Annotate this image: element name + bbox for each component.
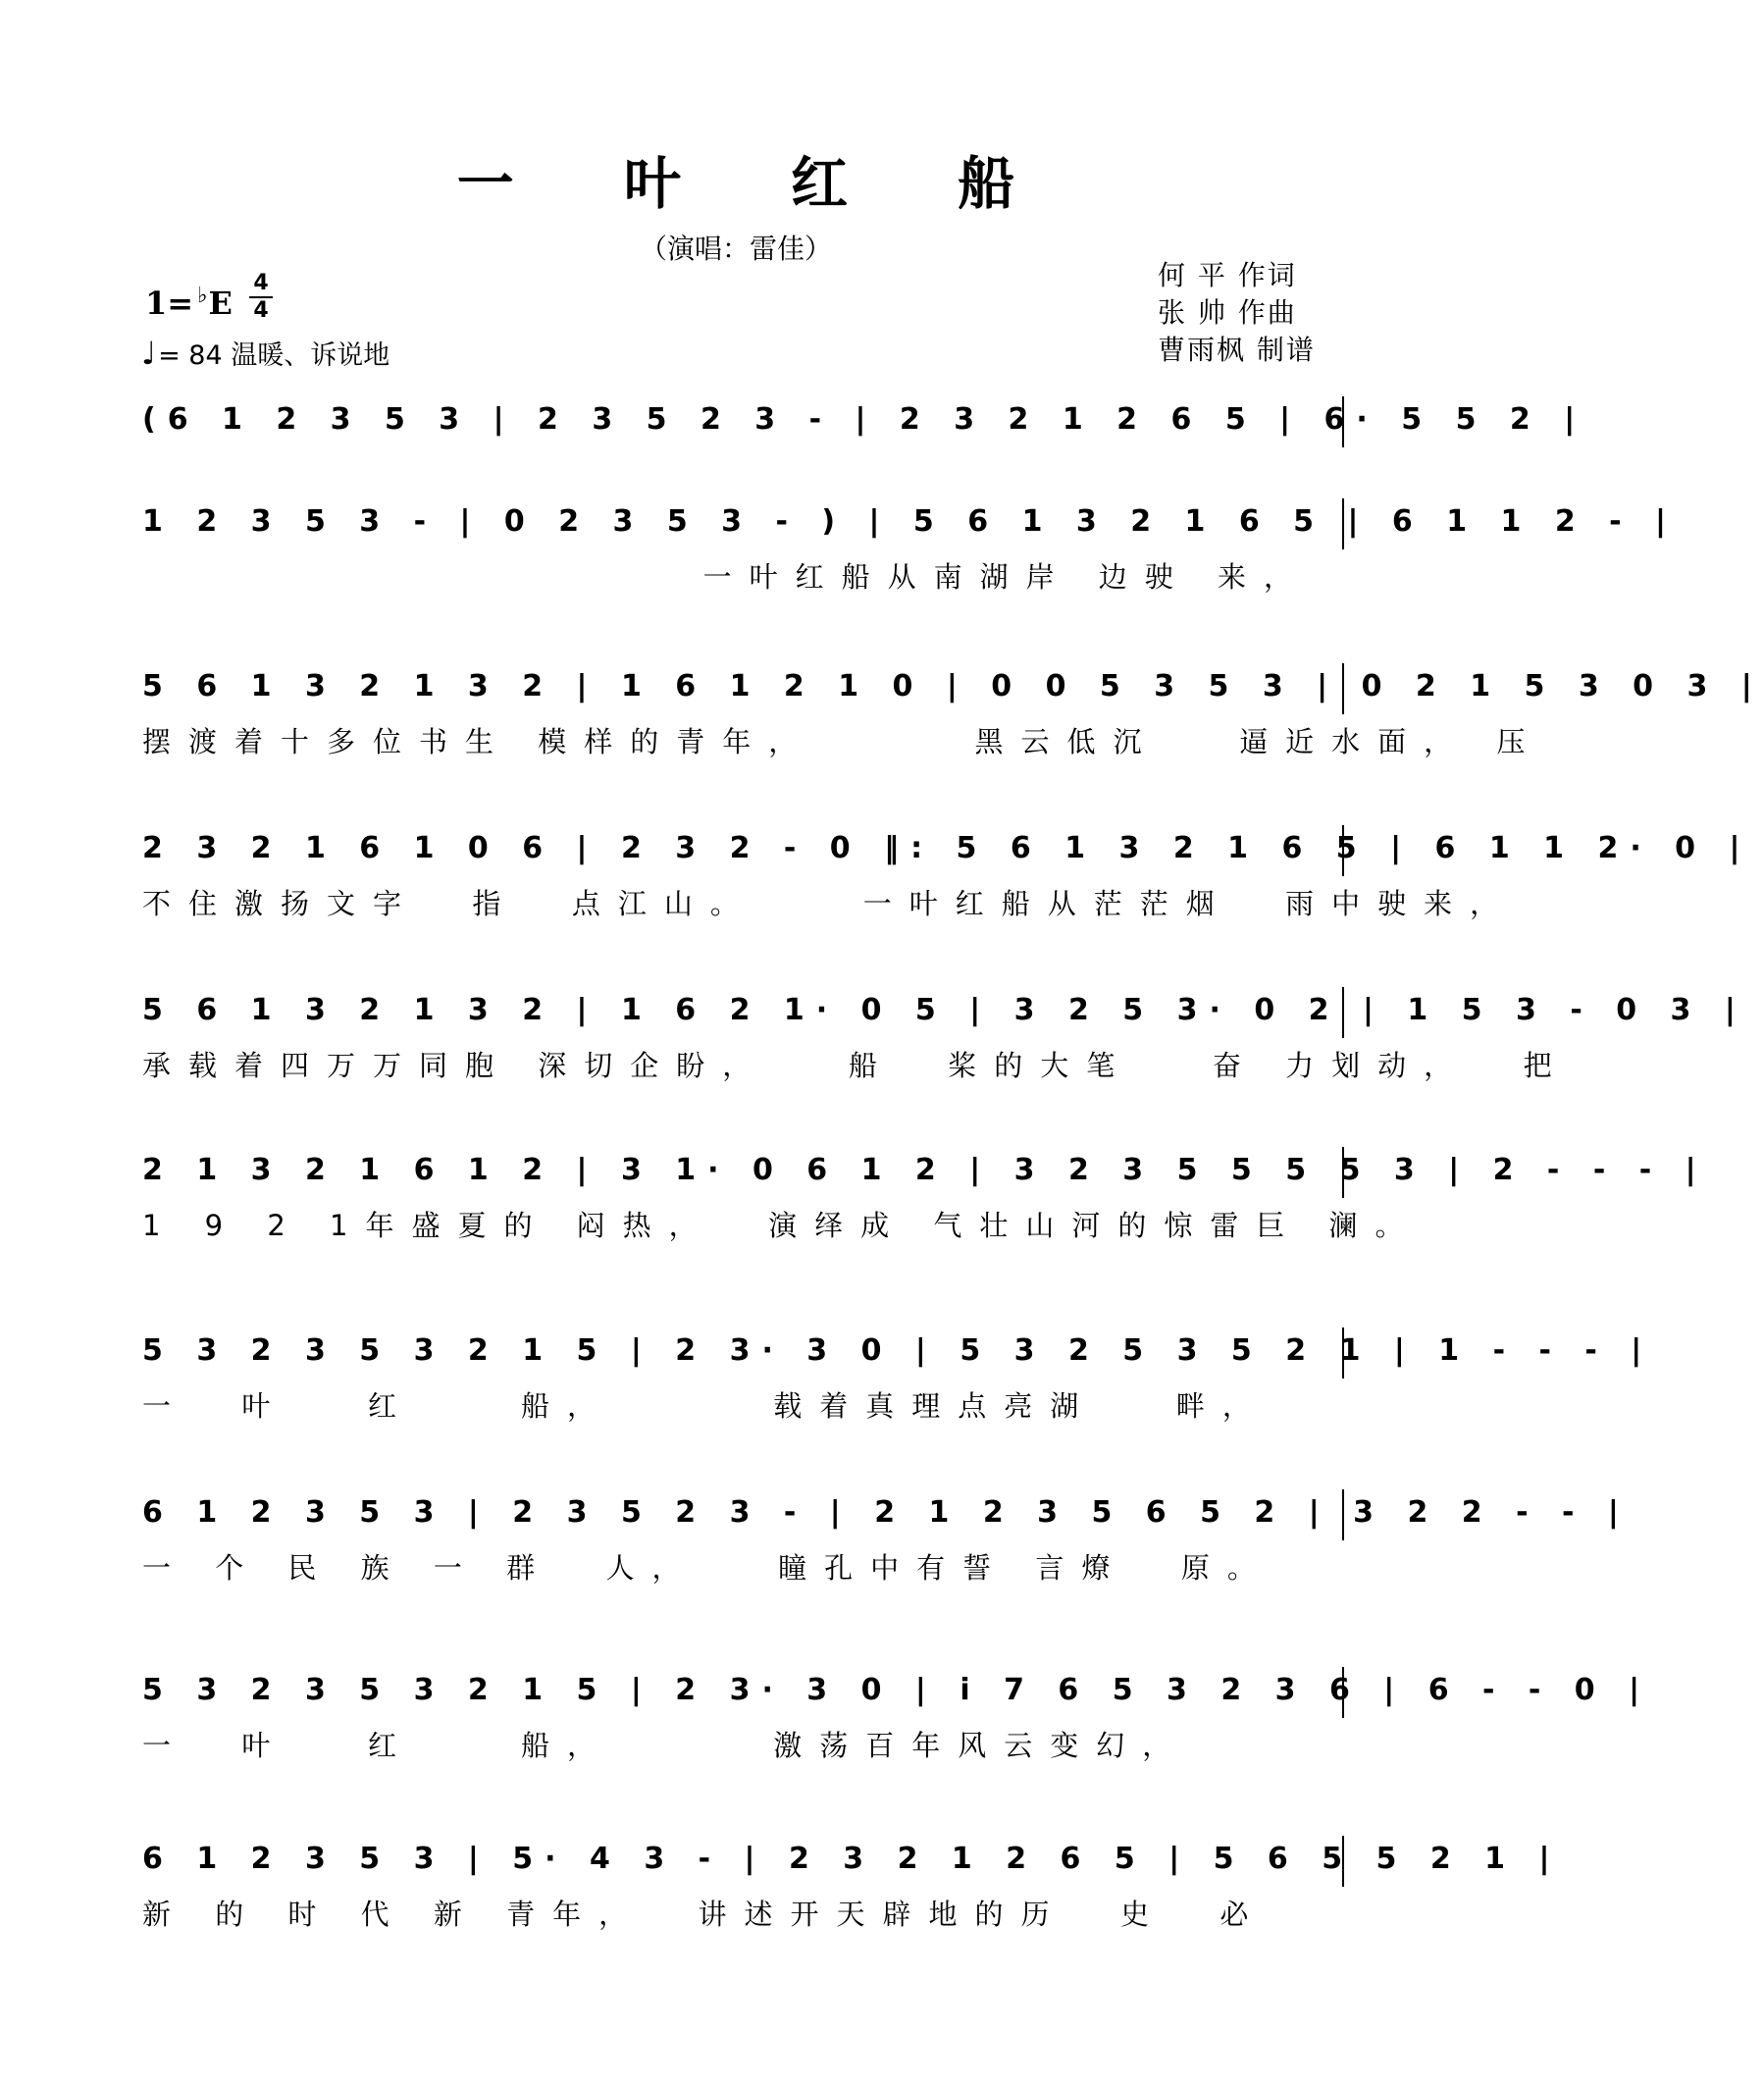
lyric-line: 一 个 民 族 一 群 人， 瞳孔中有誓 言燎 原。 (142, 1551, 1273, 1585)
lyric-line: 不住激扬文字 指 点江山。 一叶红船从茫茫烟 雨中驶来， (142, 887, 1517, 920)
lyric-line: 摆渡着十多位书生 模样的青年， 黑云低沉 逼近水面， 压 (142, 725, 1543, 758)
notation-line: 5 6 1 3 2 1 3 2 | 1 6 1 2 1 0 | 0 0 5 3 5 3 | 0 2 1 5 3 0 3 | (142, 669, 1764, 703)
barline (1342, 663, 1344, 714)
flat-icon: ♭ (197, 283, 208, 308)
barline (1342, 987, 1344, 1038)
key-letter: E (208, 285, 233, 322)
lyric-line: 新 的 时 代 新 青年， 讲述开天辟地的历 史 必 (142, 1898, 1267, 1931)
notation-line: 2 3 2 1 6 1 0 6 | 2 3 2 - 0 ‖: 5 6 1 3 2 1 6 5 | 6 1 1 2· 0 | (142, 831, 1752, 865)
notation-line: 6 1 2 3 5 3 | 2 3 5 2 3 - | 2 1 2 3 5 6 5 2 | 3 2 2 - - | (142, 1495, 1631, 1530)
credits-block (1158, 257, 1316, 369)
barline (1342, 825, 1344, 876)
notation-line: 2 1 3 2 1 6 1 2 | 3 1· 0 6 1 2 | 3 2 3 5 5 5 5 3 | 2 - - - | (142, 1153, 1708, 1187)
key-signature (145, 283, 233, 322)
barline (1342, 498, 1344, 549)
barline (1342, 396, 1344, 447)
meter-top: 4 (253, 271, 269, 295)
lyric-line: 承载着四万万同胞 深切企盼， 船 桨的大笔 奋 力划动， 把 (142, 1049, 1570, 1082)
lyric-line: 一 叶 红 船， 载着真理点亮湖 畔， (142, 1389, 1269, 1423)
notation-line: 6 1 2 3 5 3 | 5· 4 3 - | 2 3 2 1 2 6 5 | 5 6 5 5 2 1 | (142, 1842, 1562, 1876)
notation-line: 1 2 3 5 3 - | 0 2 3 5 3 - ) | 5 6 1 3 2 1 6 5 | 6 1 1 2 - | (142, 504, 1679, 539)
barline (1342, 1147, 1344, 1198)
notation-line: (6 1 2 3 5 3 | 2 3 5 2 3 - | 2 3 2 1 2 6 5 | 6· 5 5 2 | (142, 402, 1587, 437)
meter-bottom: 4 (253, 298, 269, 323)
transcriber-credit: 曹雨枫 制谱 (1158, 334, 1316, 366)
barline (1342, 1667, 1344, 1718)
barline (1342, 1489, 1344, 1540)
barline (1342, 1327, 1344, 1379)
lyricist-credit: 何 平 作词 (1158, 259, 1297, 291)
composer-credit: 张 帅 作曲 (1158, 296, 1297, 329)
tempo-text: = 84 温暖、诉说地 (158, 340, 390, 371)
notation-line: 5 3 2 3 5 3 2 1 5 | 2 3· 3 0 | i 7 6 5 3 2 3 6 | 6 - - 0 | (142, 1673, 1652, 1707)
quarter-note-icon: ♩ (141, 335, 157, 372)
song-title: 一 叶 红 船 (456, 150, 1061, 217)
notation-line: 5 3 2 3 5 3 2 1 5 | 2 3· 3 0 | 5 3 2 5 3 5 2 1 | 1 - - - | (142, 1333, 1654, 1368)
performer-credit: （演唱：雷佳） (639, 233, 832, 265)
lyric-line: 1 9 2 1年盛夏的 闷热， 演绎成 气壮山河的惊雷巨 澜。 (142, 1209, 1422, 1242)
key-prefix: 1= (145, 285, 194, 322)
lyric-line: 一叶红船从南湖岸 边驶 来， (142, 560, 1311, 594)
tempo-marking (141, 334, 389, 372)
lyric-line: 一 叶 红 船， 激荡百年风云变幻， (142, 1729, 1189, 1762)
notation-line: 5 6 1 3 2 1 3 2 | 1 6 2 1· 0 5 | 3 2 5 3· 0 2 | 1 5 3 - 0 3 | (142, 993, 1747, 1027)
time-signature (249, 273, 273, 322)
lyric-line (142, 455, 1349, 494)
barline (1342, 1836, 1344, 1887)
